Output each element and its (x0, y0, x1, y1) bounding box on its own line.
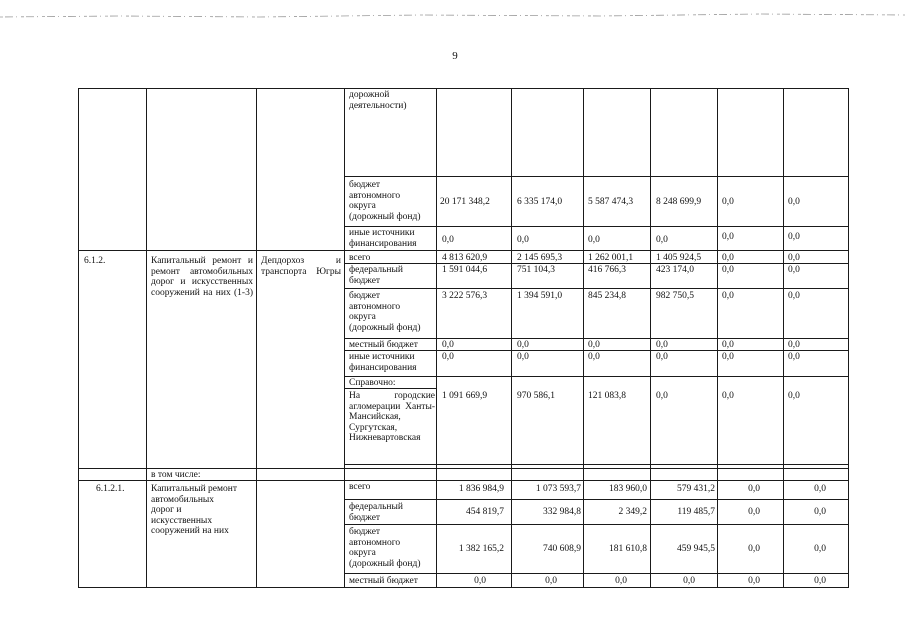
block2-reference-label: Справочно: (349, 378, 396, 388)
block2-r4-v0: 0,0 (442, 352, 454, 362)
block2-r0-v1: 2 145 695,3 (517, 253, 563, 263)
block2-r4-v4: 0,0 (722, 352, 734, 362)
block3-source-2: бюджет автономного округа (дорожный фонд) (349, 527, 421, 569)
block2-r2-v3: 982 750,5 (656, 291, 694, 301)
scan-edge-noise (0, 10, 905, 20)
block1-r1-v3: 0,0 (656, 235, 668, 245)
block3-r2-v4: 0,0 (748, 544, 760, 554)
row-rule-12 (78, 480, 849, 481)
block3-r3-v5: 0,0 (814, 576, 826, 586)
block1-r1-v0: 0,0 (442, 235, 454, 245)
block1-r0-v5: 0,0 (788, 197, 800, 207)
block1-cont-source: дорожной деятельности) (349, 90, 407, 111)
block3-r1-v4: 0,0 (748, 507, 760, 517)
row-rule-2 (344, 226, 849, 227)
block2-r4-v5: 0,0 (788, 352, 800, 362)
block2-r4-v3: 0,0 (656, 352, 668, 362)
table-border-bottom (78, 587, 849, 588)
block2-r3-v2: 0,0 (588, 340, 600, 350)
block3-r3-v3: 0,0 (683, 576, 695, 586)
block2-r4-v1: 0,0 (517, 352, 529, 362)
block2-r2-v1: 1 394 591,0 (517, 291, 563, 301)
block3-r2-v3: 459 945,5 (677, 544, 715, 554)
block3-r0-v5: 0,0 (814, 484, 826, 494)
row-rule-4 (344, 263, 849, 264)
block2-ref-v1: 970 586,1 (517, 391, 555, 401)
block3-r3-v0: 0,0 (474, 576, 486, 586)
row-rule-15 (344, 573, 849, 574)
block2-r3-v0: 0,0 (442, 340, 454, 350)
block2-r1-v1: 751 104,3 (517, 265, 555, 275)
financing-table (78, 88, 849, 588)
block1-r0-v0: 20 171 348,2 (440, 197, 490, 207)
block3-r1-v0: 454 819,7 (466, 507, 504, 517)
block2-r2-v0: 3 222 576,3 (442, 291, 488, 301)
block2-reference-source: На городские агломерации Ханты- Мансийская, Сургутская, Нижневартовская (349, 391, 435, 443)
block1-r1-v4: 0,0 (722, 232, 734, 242)
block2-source-2: бюджет автономного округа (дорожный фонд) (349, 291, 421, 333)
block1-source-0: бюджет автономного округа (дорожный фонд) (349, 180, 421, 222)
block1-r0-v2: 5 587 474,3 (588, 197, 634, 207)
block2-source-0: всего (349, 253, 371, 263)
block2-r4-v2: 0,0 (588, 352, 600, 362)
row-rule-5 (344, 288, 849, 289)
block3-source-0: всего (349, 482, 371, 492)
block1-r1-v1: 0,0 (517, 235, 529, 245)
block3-r1-v5: 0,0 (814, 507, 826, 517)
row-rule-11 (78, 468, 849, 469)
row-rule-8 (344, 376, 849, 377)
block2-ref-v5: 0,0 (788, 391, 800, 401)
table-border-top (78, 88, 849, 89)
block3-r0-v2: 183 960,0 (609, 484, 647, 494)
block3-source-3: местный бюджет (349, 576, 418, 586)
block3-r1-v3: 119 485,7 (677, 507, 715, 517)
block2-r2-v4: 0,0 (722, 291, 734, 301)
block2-r1-v4: 0,0 (722, 265, 734, 275)
block2-r2-v5: 0,0 (788, 291, 800, 301)
block1-r1-v5: 0,0 (788, 232, 800, 242)
block3-r0-v3: 579 431,2 (677, 484, 715, 494)
block3-name: Капитальный ремонт автомобильных дорог и искусственных сооружений на них (151, 484, 238, 536)
block2-r3-v5: 0,0 (788, 340, 800, 350)
block3-r3-v2: 0,0 (615, 576, 627, 586)
block2-source-3: местный бюджет (349, 340, 418, 350)
block3-r2-v2: 181 610,8 (609, 544, 647, 554)
row-rule-1 (344, 176, 849, 177)
block2-r1-v2: 416 766,3 (588, 265, 626, 275)
block2-executor: Депдорхоз и транспорта Югры (261, 256, 341, 277)
block2-ref-v4: 0,0 (722, 391, 734, 401)
block3-r3-v1: 0,0 (545, 576, 557, 586)
block3-r3-v4: 0,0 (748, 576, 760, 586)
row-rule-10 (344, 464, 849, 465)
table-border-left (78, 88, 79, 588)
block2-ref-v0: 1 091 669,9 (442, 391, 488, 401)
block3-r2-v1: 740 608,9 (543, 544, 581, 554)
row-rule-7 (344, 350, 849, 351)
row-rule-3 (78, 250, 849, 251)
block3-code: 6.1.2.1. (96, 484, 125, 494)
block1-r0-v3: 8 248 699,9 (656, 197, 702, 207)
row-rule-13 (344, 499, 849, 500)
row-rule-6 (344, 338, 849, 339)
block3-r0-v1: 1 073 593,7 (535, 484, 581, 494)
block2-name: Капитальный ремонт и ремонт автомобильных дорог и искусственных сооружений на них (1-3) (151, 256, 253, 298)
block2-r3-v4: 0,0 (722, 340, 734, 350)
block2-source-1: федеральный бюджет (349, 265, 403, 286)
block3-r1-v2: 2 349,2 (618, 507, 647, 517)
row-rule-14 (344, 524, 849, 525)
block3-source-1: федеральный бюджет (349, 502, 403, 523)
block2-r0-v4: 0,0 (722, 253, 734, 263)
block2-code: 6.1.2. (84, 256, 106, 266)
block3-r0-v0: 1 836 984,9 (458, 484, 504, 494)
block2-r0-v0: 4 813 620,9 (442, 253, 488, 263)
block2-r3-v3: 0,0 (656, 340, 668, 350)
block2-r3-v1: 0,0 (517, 340, 529, 350)
including-label: в том числе: (151, 470, 201, 480)
col-divider-1 (146, 88, 147, 588)
block2-ref-v3: 0,0 (656, 391, 668, 401)
block2-ref-v2: 121 083,8 (588, 391, 626, 401)
block2-r2-v2: 845 234,8 (588, 291, 626, 301)
block2-r1-v3: 423 174,0 (656, 265, 694, 275)
block2-r1-v0: 1 591 044,6 (442, 265, 488, 275)
block2-r1-v5: 0,0 (788, 265, 800, 275)
block2-r0-v3: 1 405 924,5 (656, 253, 702, 263)
page-number: 9 (452, 50, 458, 62)
row-rule-9 (344, 388, 436, 389)
block1-r0-v4: 0,0 (722, 197, 734, 207)
block3-r0-v4: 0,0 (748, 484, 760, 494)
col-divider-2 (256, 88, 257, 588)
block2-r0-v5: 0,0 (788, 253, 800, 263)
block3-r2-v5: 0,0 (814, 544, 826, 554)
block1-source-1: иные источники финансирования (349, 228, 417, 249)
block2-source-4: иные источники финансирования (349, 352, 417, 373)
block3-r2-v0: 1 382 165,2 (458, 544, 504, 554)
block2-r0-v2: 1 262 001,1 (588, 253, 634, 263)
block3-r1-v1: 332 984,8 (543, 507, 581, 517)
block1-r1-v2: 0,0 (588, 235, 600, 245)
block1-r0-v1: 6 335 174,0 (517, 197, 563, 207)
